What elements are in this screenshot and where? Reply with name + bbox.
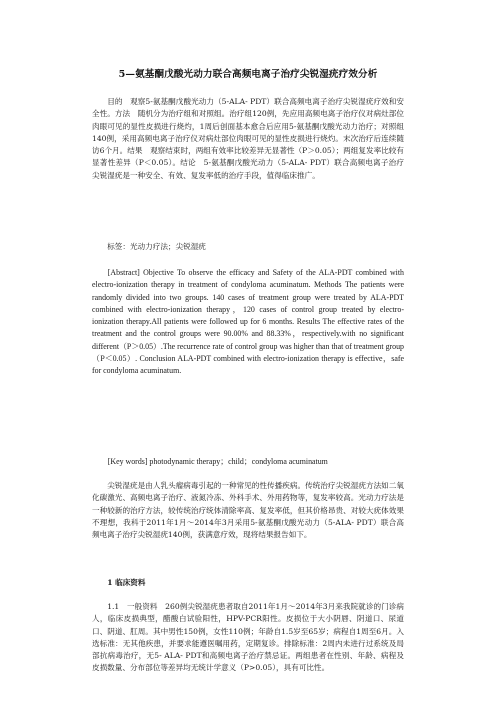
- section-1-1-general-data: 1.1 一般资料 260例尖锐湿疣患者取自2011年1月～2014年3月来我院就诊的门诊病人，临床皮损典型，醋酸白试验阳性，HPV-PCR阳性。皮损位于大小阴唇、阴道口、尿道口、阴道、肛周。其中男性150例，女性110例；年龄自1.5岁至65岁；病程自1周至6月。入选标准：无其他疾患，并要求能遵医嘱用药，定期复诊。排除标准：2周内未进行过系统及局部抗病毒治疗，无5- ALA- PDT和高频电离子治疗禁忌证。两组患者在性别、年龄、病程及皮损数量、分布部位等差异均无统计学意义（P>0.05），具有可比性。: [92, 602, 404, 673]
- keywords-english: [Key words] photodynamic therapy；child；condyloma acuminatum: [107, 457, 328, 466]
- keywords-chinese: 标签：光动力疗法；尖锐湿疣: [107, 242, 206, 251]
- abstract-english: [Abstract] Objective To observe the efficacy and Safety of the ALA-PDT combined with electro-ionization therapy in treatment of condyloma acuminatum. Methods The patients were randomly divided into two groups. 140 cases of treatment group were treated by ALA-PDT combined with electro-ionization therapy，120 cases of control group treated by electro-ionization therapy.All patients were followed up for 6 months. Results The effective rates of the treatment and the control groups were 90.00% and 88.33%，respectively.with no significant different（P＞0.05）.The recurrence rate of control group was higher than that of treatment group（P＜0.05）. Conclusion ALA-PDT combined with electro-ionization therapy is effective，safe for condyloma acuminatum.: [92, 268, 404, 376]
- introduction-paragraph: 尖锐湿疣是由人乳头瘤病毒引起的一种常见的性传播疾病。传统治疗尖锐湿疣方法如二氧化碳激光、高频电离子治疗、液氮冷冻、外科手术、外用药物等，复发率较高。光动力疗法是一种较新的治疗方法，较传统治疗统体清除率高、复发率低，但其价格昂贵、对较大疣体效果不理想，我科于2011年1月～2014年3月采用5-氨基酮戊酸光动力（5-ALA- PDT）联合高频电离子治疗尖锐湿疣140例，获满意疗效，现将结果报告如下。: [92, 481, 404, 540]
- section-heading-clinical-data: 1 临床资料: [107, 578, 146, 587]
- abstract-chinese: 目的 观察5-氨基酮戊酸光动力（5-ALA- PDT）联合高频电离子治疗尖锐湿疣疗效和安全性。方法 随机分为治疗组和对照组。治疗组120例，先应用高频电离子治疗仪对病灶部位肉眼可见的显性皮损进行烧灼，1周后创面基本愈合后应用5-氨基酮戊酸光动力治疗；对照组140例，采用高频电离子治疗仪对病灶部位肉眼可见的显性皮损进行烧灼。末次治疗后连续随访6个月。结果 观察结束时，两组有效率比较差异无显著性（P＞0.05）；两组复发率比较有显著性差异（P＜0.05）。结论 5-氨基酮戊酸光动力（5-ALA- PDT）联合高频电离子治疗尖锐湿疣是一种安全、有效、复发率低的治疗手段，值得临床推广。: [92, 97, 404, 180]
- page-title: 5—氨基酮戊酸光动力联合高频电离子治疗尖锐湿疣疗效分析: [118, 69, 378, 80]
